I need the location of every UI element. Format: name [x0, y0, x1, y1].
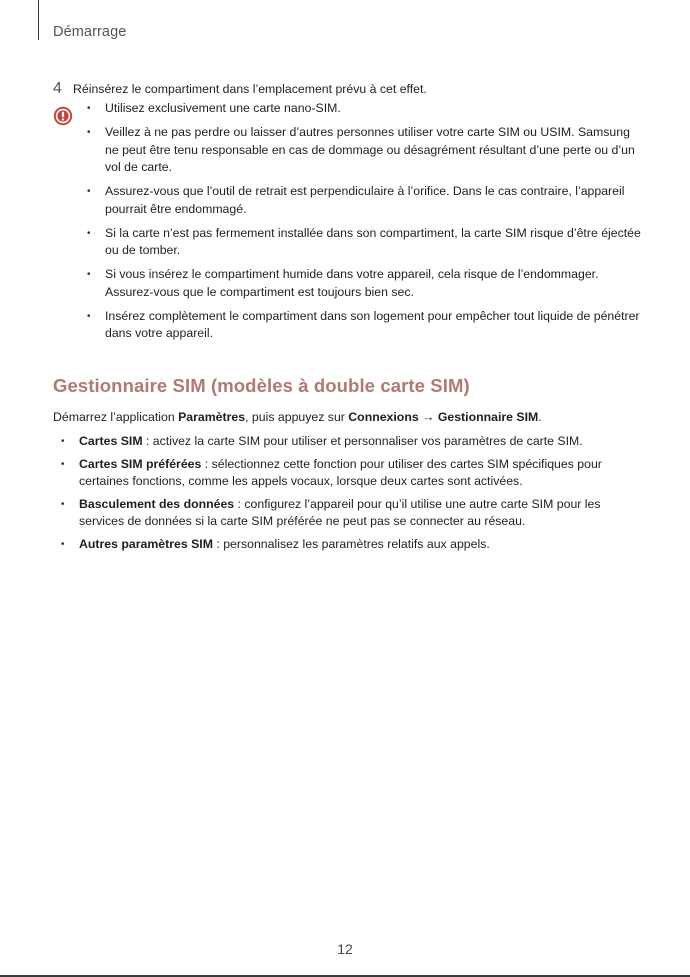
warning-item: • Si la carte n’est pas fermement installée dans son compartiment, la carte SIM risque d’être éjectée ou de tomber. — [87, 225, 643, 260]
intro-middle: , puis appuyez sur — [245, 410, 349, 424]
section-intro — [53, 408, 653, 426]
intro-prefix: Démarrez l’application — [53, 410, 179, 424]
feature-list — [61, 433, 646, 553]
feature-term: Cartes SIM préférées — [79, 456, 202, 471]
intro-suffix: . — [538, 410, 542, 424]
feature-item-autres-parametres — [61, 536, 646, 554]
warning-item: • Assurez-vous que l’outil de retrait est perpendiculaire à l’orifice. Dans le cas contraire, l’appareil pourrait être endommagé. — [87, 183, 643, 218]
feature-desc: : activez la carte SIM pour utiliser et personnaliser vos paramètres de carte SIM. — [142, 434, 583, 448]
feature-list-container — [61, 433, 646, 558]
step-text: Réinsérez le compartiment dans l’emplacement prévu à cet effet. — [73, 82, 427, 96]
feature-item-cartes-sim-preferees — [61, 456, 646, 491]
intro-app-name: Paramètres — [178, 410, 246, 424]
feature-item-basculement-donnees — [61, 496, 646, 531]
warning-notice — [53, 100, 643, 349]
intro-path-connexions: Connexions — [348, 410, 419, 424]
step-4 — [53, 79, 653, 99]
feature-term: Basculement des données — [79, 496, 235, 511]
feature-term: Autres paramètres SIM — [79, 536, 213, 551]
step-number: 4 — [53, 80, 62, 97]
warning-item: • Veillez à ne pas perdre ou laisser d’autres personnes utiliser votre carte SIM ou USIM. Samsung ne peut être tenu responsable en cas de dommage ou désagrément résultant d’une perte ou d’un vol de carte. — [87, 124, 643, 177]
warning-item: • Utilisez exclusivement une carte nano-SIM. — [87, 100, 643, 118]
feature-desc: : sélectionnez cette fonction pour utiliser des cartes SIM spécifiques pour certaines fonctions, comme les appels vocaux, lorsque deux cartes sont activées. — [79, 456, 602, 488]
feature-desc: : personnalisez les paramètres relatifs aux appels. — [212, 536, 490, 551]
feature-term: Cartes SIM — [79, 434, 143, 448]
section-title: Gestionnaire SIM (modèles à double carte SIM) — [53, 375, 470, 396]
warning-list — [87, 100, 643, 343]
feature-item-cartes-sim — [61, 433, 646, 451]
warning-item: • Si vous insérez le compartiment humide dans votre appareil, cela risque de l’endommager. Assurez-vous que le compartiment est toujours bien sec. — [87, 266, 643, 301]
warning-item: • Insérez complètement le compartiment dans son logement pour empêcher tout liquide de pénétrer dans votre appareil. — [87, 308, 643, 343]
warning-exclamation-icon — [53, 106, 73, 126]
feature-desc: : configurez l’appareil pour qu’il utilise une autre carte SIM pour les services de données si la carte SIM préférée ne peut pas se connecter au réseau. — [79, 496, 601, 528]
intro-arrow: → — [418, 410, 438, 424]
page-number: 12 — [337, 941, 353, 957]
running-header: Démarrage — [53, 24, 127, 40]
intro-path-gestionnaire: Gestionnaire SIM — [437, 410, 539, 424]
page-frame-left-rule — [38, 0, 39, 40]
